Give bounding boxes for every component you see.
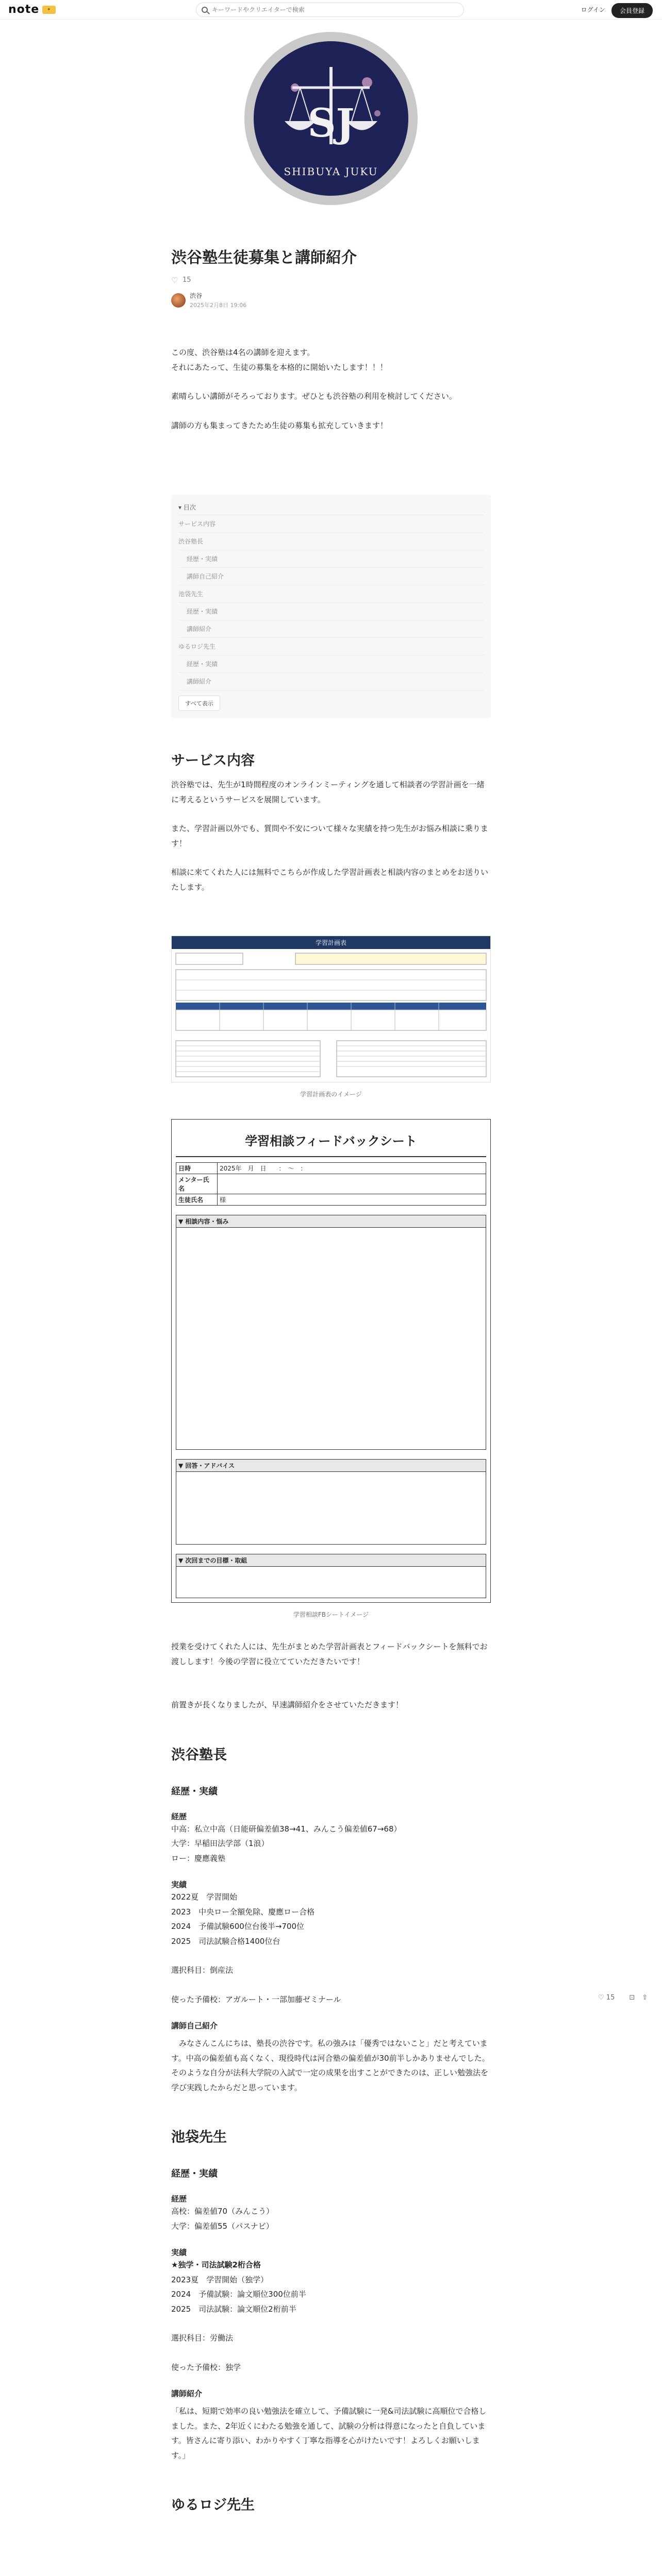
result-line: 2023夏 学習開始（独学）: [171, 2275, 269, 2284]
feedback-caption: 学習相談FBシートイメージ: [293, 1611, 369, 1618]
toc-heading[interactable]: ▾ 目次: [178, 500, 484, 515]
like-count: 15: [183, 276, 191, 284]
study-plan-title: 学習計画表: [172, 936, 490, 949]
author-block[interactable]: [171, 291, 491, 309]
feedback-section: ▼ 回答・アドバイス: [176, 1459, 486, 1545]
service-paragraph: 渋谷塾では、先生が1時間程度のオンラインミーティングを通して相談者の学習計画を一緒に考えるというサービスを展開しています。: [171, 780, 485, 804]
result-line: 2024 予備試験：論文順位300位前半: [171, 2290, 306, 2299]
result-line: 2023 中央ロー全額免除、慶應ロー合格: [171, 1907, 315, 1917]
minor-heading: 講師自己紹介: [171, 2021, 218, 2030]
minor-heading: 実績: [171, 2248, 187, 2257]
subheading: 経歴・実績: [171, 1786, 218, 1797]
study-plan-grid: [172, 949, 490, 1037]
study-plan-tables: [172, 1039, 490, 1080]
search-input[interactable]: [212, 6, 459, 13]
intro-paragraph: この度、渋谷塾は4名の講師を迎えます。: [171, 348, 315, 357]
section-heading-ikebukuro: 池袋先生: [171, 2129, 227, 2145]
prep-school-line: 使った予備校：独学: [171, 2362, 241, 2372]
logo-monogram: SJ: [307, 100, 355, 146]
result-line: 2022夏 学習開始: [171, 1892, 238, 1902]
intro-paragraph: 素晴らしい講師がそろっております。ぜひとも渋谷塾の利用を検討してください。: [171, 392, 457, 401]
article-title: 渋谷塾生徒募集と講師紹介: [171, 249, 357, 267]
study-plan-caption: 学習計画表のイメージ: [300, 1091, 362, 1098]
edu-line: 高校：偏差値70（みんこう）: [171, 2207, 274, 2216]
edu-line: 大学：偏差値55（パスナビ）: [171, 2221, 274, 2231]
bookmark-icon[interactable]: ⊡: [629, 1994, 635, 2002]
result-line: 2024 予備試験600位台後半→700位: [171, 1922, 305, 1931]
subheading: 経歴・実績: [171, 2168, 218, 2179]
service-paragraph: 授業を受けてくれた人には、先生がまとめた学習計画表とフィードバックシートを無料でお渡しします！今後の学習に役立てていただきたいです！: [171, 1642, 488, 1666]
logo-wordmark: SHIBUYA JUKU: [284, 165, 378, 178]
section-heading-yururoji: ゆるロジ先生: [171, 2497, 255, 2513]
minor-heading: 講師紹介: [171, 2389, 203, 2398]
result-line: 2025 司法試験：論文順位2桁前半: [171, 2304, 296, 2314]
publish-date: 2025年2月8日 19:06: [190, 302, 247, 309]
toc-item[interactable]: 経歴・実績: [178, 603, 484, 620]
toc-item[interactable]: 講師自己紹介: [178, 568, 484, 585]
signup-button[interactable]: 会員登録: [611, 3, 653, 18]
feedback-row: メンター氏名: [176, 1174, 486, 1194]
logo-badge-icon: ✦: [42, 6, 56, 14]
intro-paragraph: それにあたって、生徒の募集を本格的に開始いたします！！！: [171, 362, 388, 372]
elective-line: 選択科目：労働法: [171, 2333, 234, 2343]
teacher-intro: 「私は、短期で効率の良い勉強法を確立して、予備試験に一発&司法試験に高順位で合格しました。また、2年近くにわたる勉強を通して、試験の分析は得意になったと自負しています。皆さんに寄り添い、わかりやすく丁寧な指導を心がけたいです！よろしくお願いします。」: [171, 2406, 487, 2460]
toc-item[interactable]: 講師紹介: [178, 673, 484, 690]
result-line: 2025 司法試験合格1400位台: [171, 1936, 280, 1946]
article: [171, 31, 491, 2514]
minor-heading: 実績: [171, 1880, 187, 1889]
feedback-section: ▼ 次回までの目標・取組: [176, 1554, 486, 1598]
feedback-row: 日時 2025年 月 日 ： ～ ：: [176, 1163, 486, 1174]
toc-item[interactable]: ゆるロジ先生: [178, 638, 484, 655]
search-icon: [202, 7, 208, 13]
global-header: [0, 0, 662, 20]
toc-item[interactable]: 渋谷塾長: [178, 533, 484, 550]
side-like-count: 15: [606, 1994, 615, 2002]
section-heading-service: サービス内容: [171, 753, 255, 769]
table-of-contents: [171, 495, 491, 718]
feedback-section: ▼ 相談内容・悩み: [176, 1215, 486, 1450]
edu-line: 中高：私立中高（日能研偏差値38→41、みんこう偏差値67→68）: [171, 1824, 402, 1834]
service-paragraph: また、学習計画以外でも、質問や不安について様々な実績を持つ先生がお悩み相談に乗ります！: [171, 824, 488, 848]
result-line: ★独学・司法試験2桁合格: [171, 2260, 261, 2269]
section-heading-shibuya: 渋谷塾長: [171, 1747, 227, 1763]
toc-item[interactable]: 経歴・実績: [178, 550, 484, 568]
share-icon[interactable]: ⇪: [642, 1994, 648, 2002]
toc-show-all-button[interactable]: すべて表示: [178, 696, 220, 711]
study-plan-image: [171, 936, 491, 1082]
shibuya-juku-logo: [243, 31, 419, 206]
feedback-row: 生徒氏名 様: [176, 1194, 486, 1206]
hero-image: [171, 31, 491, 206]
minor-heading: 経歴: [171, 1811, 187, 1821]
feedback-sheet-title: 学習相談フィードバックシート: [176, 1124, 486, 1157]
logo-text: note: [8, 3, 40, 16]
login-link[interactable]: ログイン: [581, 6, 605, 13]
heart-icon: ♡: [171, 275, 178, 285]
edu-line: 大学：早稲田法学部（1浪）: [171, 1839, 269, 1848]
like-summary[interactable]: [171, 276, 491, 284]
author-avatar[interactable]: [171, 293, 186, 308]
toc-item[interactable]: サービス内容: [178, 515, 484, 533]
elective-line: 選択科目：倒産法: [171, 1965, 234, 1975]
edu-line: ロー：慶應義塾: [171, 1853, 226, 1863]
minor-heading: 経歴: [171, 2194, 187, 2204]
search-box[interactable]: [196, 3, 464, 17]
author-name[interactable]: 渋谷: [190, 292, 203, 299]
teacher-intro: みなさんこんにちは、塾長の渋谷です。私の強みは「優秀ではないこと」だと考えています。中高の偏差値も高くなく、現役時代は河合塾の偏差値が30前半しかありませんでした。そのような自分が法科大学院の入試で一定の成果を出すことができたのは、正しい勉強法を学び実践したからだと思っています。: [171, 2039, 490, 2092]
service-paragraph: 相談に来てくれた人には無料でこちらが作成した学習計画表と相談内容のまとめをお送りいたします。: [171, 868, 489, 892]
service-paragraph: 前置きが長くなりましたが、早速講師紹介をさせていただきます！: [171, 1700, 404, 1709]
prep-school-line: 使った予備校：アガルート・一部加藤ゼミナール: [171, 1994, 341, 2004]
floating-actions: [598, 1994, 655, 2002]
toc-item[interactable]: 池袋先生: [178, 585, 484, 603]
side-like-button[interactable]: ♡ 15: [598, 1994, 615, 2002]
feedback-sheet-image: [171, 1119, 491, 1603]
note-logo[interactable]: [8, 3, 56, 16]
toc-item[interactable]: 経歴・実績: [178, 655, 484, 673]
intro-paragraph: 講師の方も集まってきたため生徒の募集も拡充していきます！: [171, 420, 388, 430]
toc-item[interactable]: 講師紹介: [178, 620, 484, 638]
